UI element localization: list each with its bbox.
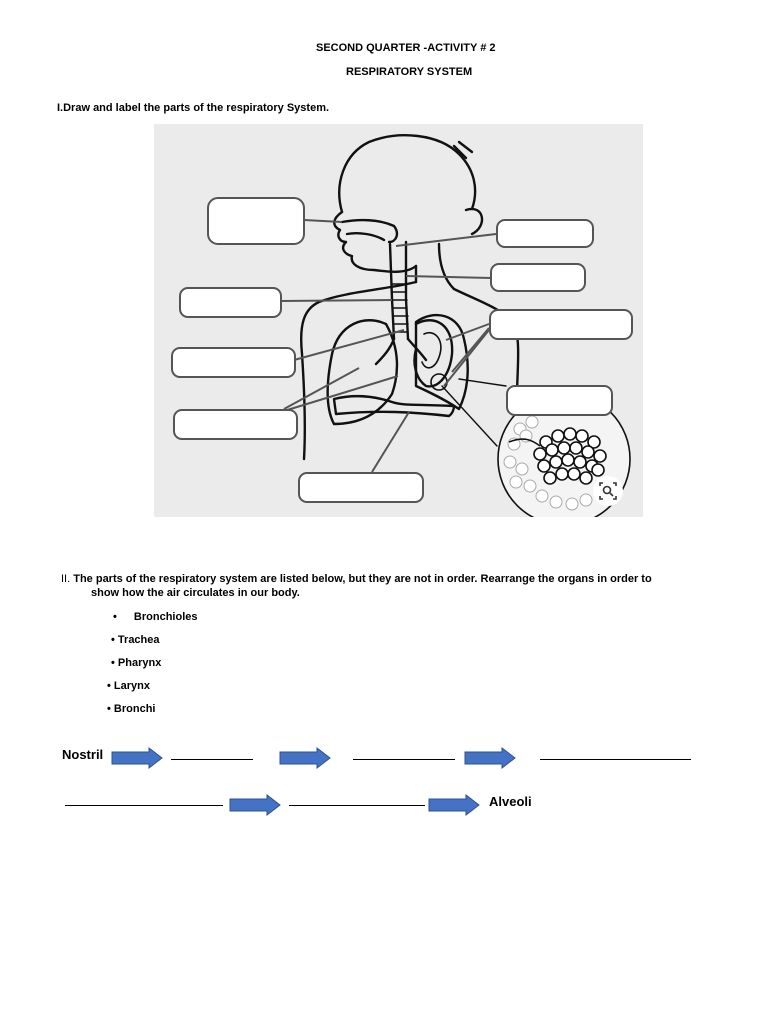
list-item-label: Trachea	[117, 634, 160, 646]
list-item	[111, 634, 160, 646]
list-item	[107, 680, 150, 692]
respiratory-diagram	[154, 124, 643, 517]
right-arrow-icon	[279, 747, 331, 769]
label-box-trachea[interactable]	[180, 288, 281, 317]
flow-start-label: Nostril	[62, 747, 104, 762]
list-item-label: Bronchi	[113, 703, 156, 715]
list-item-label: Bronchioles	[133, 611, 198, 623]
list-item	[111, 657, 161, 669]
part2-instruction-line2: show how the air circulates in our body.	[91, 587, 300, 599]
part2-instruction-text: The parts of the respiratory system are listed below, but they are not in order. Rearrange the organs in order to	[73, 573, 652, 585]
label-box-bronchi[interactable]	[172, 348, 295, 377]
label-box-heart[interactable]	[490, 310, 632, 339]
body-outline	[301, 135, 518, 459]
leader-lines	[280, 220, 496, 472]
part2-instruction-line1	[61, 573, 652, 585]
zoom-search-icon[interactable]	[593, 476, 623, 506]
answer-blank-1[interactable]	[171, 759, 253, 760]
part2-number: II.	[61, 573, 71, 585]
right-arrow-icon	[428, 794, 480, 816]
bullet-icon: •	[107, 703, 111, 715]
answer-blank-2[interactable]	[353, 759, 455, 760]
label-box-larynx[interactable]	[491, 264, 585, 291]
bullet-icon: •	[111, 657, 115, 669]
label-box-lungs[interactable]	[174, 410, 297, 439]
answer-blank-4[interactable]	[65, 805, 223, 806]
answer-blank-5[interactable]	[289, 805, 425, 806]
label-box-alveoli[interactable]	[507, 386, 612, 415]
list-item	[113, 611, 198, 623]
bullet-icon: •	[107, 680, 111, 692]
list-item	[107, 703, 155, 715]
label-box-pharynx[interactable]	[497, 220, 593, 247]
right-arrow-icon	[229, 794, 281, 816]
right-arrow-icon	[464, 747, 516, 769]
topic-title: RESPIRATORY SYSTEM	[346, 66, 473, 78]
list-item-label: Larynx	[113, 680, 150, 692]
part1-instruction: I.Draw and label the parts of the respiratory System.	[57, 102, 330, 114]
right-arrow-icon	[111, 747, 163, 769]
label-box-nasal[interactable]	[208, 198, 304, 244]
bullet-icon: •	[111, 634, 115, 646]
list-item-label: Pharynx	[117, 657, 162, 669]
answer-blank-3[interactable]	[540, 759, 691, 760]
activity-title: SECOND QUARTER -ACTIVITY # 2	[316, 42, 496, 54]
label-box-diaphragm[interactable]	[299, 473, 423, 502]
bullet-icon: •	[113, 611, 117, 623]
flow-end-label: Alveoli	[489, 794, 532, 809]
